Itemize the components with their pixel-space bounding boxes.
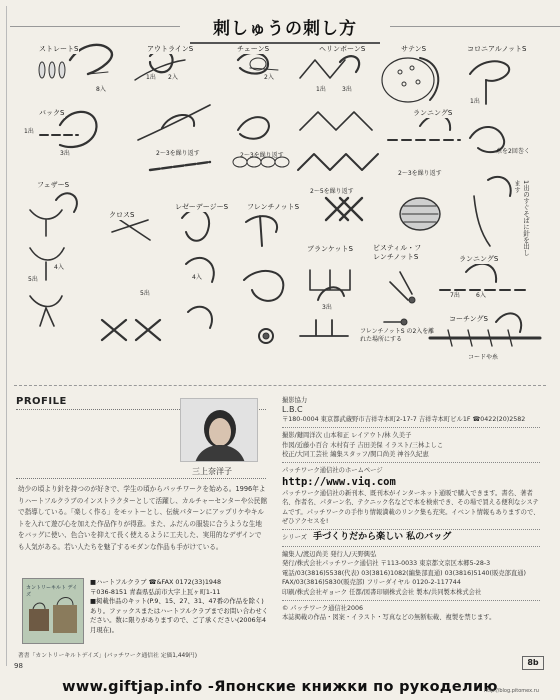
marker-1-out: 1出 [24, 128, 34, 135]
book-cover-title: カントリーキルト デイズ [26, 585, 78, 598]
herringbone-repeat-diagram [298, 112, 378, 170]
watermark-banner: www.giftjap.info -Японские книжки по рукоделию [0, 674, 560, 700]
credits-column [282, 396, 540, 623]
herringbone-stitch-diagram [300, 56, 359, 78]
marker-running-6: 6入 [476, 292, 486, 299]
author-photo [180, 398, 258, 462]
credit-staff-3: 校正/大同工芸社 編集スタッフ/関口尚美 神谷久紀恵 [282, 451, 429, 459]
marker-blanket-3: 3出 [322, 304, 332, 311]
satin-filled-diagram [400, 198, 440, 230]
colonial-knot-detail-diagram [474, 177, 511, 246]
credit-photo-address: 〒180-0004 東京都武蔵野市吉祥寺本町2-17-7 吉祥寺本町ビル1F ☎0422(20)2582 [282, 415, 526, 423]
stitch-label-lazy-daisy: レゼーデージーS [175, 203, 229, 211]
marker-chain-2: 2入 [264, 74, 274, 81]
credit-printer: 印刷/株式会社ギョーク 任都/図書印刷株式会社 製本/共同製本株式会社 [282, 588, 482, 596]
lazy-daisy-diagram [182, 209, 214, 328]
stitch-label-outline: アウトラインS [147, 45, 194, 53]
marker-running-7: 7出 [450, 292, 460, 299]
credit-publisher: 発行/株式会社パッチワーク通信社 〒113-0033 東京都文京区本郷5-28-3 [282, 560, 491, 568]
credit-editor: 編集人/渡辺尚美 発行人/天野興弘 [282, 550, 377, 558]
marker-feather-4: 4入 [54, 264, 64, 271]
credit-fax: FAX/03(3816)5830(販売部) フリーダイヤル 0120-2-117744 [282, 579, 461, 587]
stitch-label-colonial: コロニアルノットS [467, 45, 527, 53]
author-portrait-icon [181, 399, 258, 462]
book-cover [22, 578, 84, 644]
copyright: © パッチワーク通信社2006 [282, 604, 363, 612]
marker-8-in: 8入 [96, 86, 106, 93]
note-repeat-chain: 2〜3を繰り返す [240, 152, 284, 159]
note-repeat-herringbone: 2〜5を繰り返す [310, 188, 354, 195]
cross-stitch-diagram [102, 220, 160, 340]
stitch-label-running-2: ランニングS [459, 255, 499, 263]
stitch-label-feather: フェザーS [37, 181, 70, 189]
profile-heading: PROFILE [16, 396, 67, 407]
note-repeat-outline: 2〜3を繰り返す [156, 150, 200, 157]
contact-address: 〒036-8151 青森県弘前市大字上瓦ヶ町1-11 [90, 587, 221, 596]
stitch-label-pistil: ビスティル・フレンチノットS [372, 244, 424, 262]
chain-stitch-repeat-diagram [233, 117, 289, 167]
section-divider [14, 385, 546, 386]
stitch-label-chain: チェーンS [237, 45, 270, 53]
stitch-label-blanket: ブランケットS [307, 245, 353, 253]
running-stitch-diagram [388, 115, 460, 140]
contact-kit-note: ■掲載作品のキット(P.9、15、27、31、47番の作品を除く)あり。ファックスまたはハートフルクラブまでお問い合わせください。数に限りがありますので、ご了承ください(2006年4月現在)。 [90, 597, 269, 634]
page-title: 刺しゅうの刺し方 [213, 19, 357, 39]
note-cord: コードや糸 [468, 354, 499, 361]
chain-stitch-diagram [238, 53, 278, 74]
marker-colonial-1: 1出 [470, 98, 480, 105]
stitch-label-back: バックS [39, 109, 65, 117]
note-vertical: 1出のすぐそばに針を出します [513, 180, 530, 256]
stitch-label-satin: サテンS [401, 45, 427, 53]
marker-3-out: 3出 [60, 150, 70, 157]
marker-cross-5: 5出 [140, 290, 150, 297]
feather-stitch-diagram [30, 193, 77, 326]
corner-mark: 8b [522, 656, 544, 670]
author-bio: 幼少の頃より針を持つのが好きで、学生の頃からパッチワークを始める。1996年よりハートフルクラブのインストラクターとして活躍し、カルチャーセンターや公民館で指導している。「楽しく作る」をモットーとし、伝統パターンにアップリケやキルトを入れて遊び心を加えた作品作りが得意。また、ふだんの服装に合うような生地をバッグに使い、色合いを抑えて長く使えるように工夫した、実用的なデザインでも人気がある。若い人たちを魅了するモダンな作品も手がけている。 [18, 485, 268, 551]
stitch-label-couching: コーチングS [449, 315, 488, 323]
series-label: シリーズ [282, 534, 307, 542]
contact-club: ■ハートフルクラブ ☎&FAX 0172(33)1948 [90, 578, 222, 586]
marker-daisy-4: 4入 [192, 274, 202, 281]
credit-photo-company: L.B.C [282, 405, 303, 415]
copyright-note: 本誌掲載の作品・図案・イラスト・写真などの無断転載、複製を禁じます。 [282, 614, 496, 622]
colonial-knot-diagram [470, 61, 509, 152]
marker-outline-1: 1出 [146, 74, 156, 81]
marker-herring-3: 3出 [342, 86, 352, 93]
contact-info [90, 578, 270, 636]
satin-stitch-diagram [382, 58, 438, 102]
credit-photo-label: 撮影協力 [282, 397, 308, 404]
marker-feather-5: 5出 [28, 276, 38, 283]
running-stitch-row2-diagram [440, 264, 530, 290]
stitch-label-running: ランニングS [413, 109, 453, 117]
book-caption: 著書「カントリーキルトデイズ」(パッチワーク通信社 定価1,449円) [18, 653, 197, 659]
stitch-label-herringbone: ヘリンボーンS [319, 45, 366, 53]
series-title: 手づくりだから楽しい 私のバッグ [313, 532, 452, 543]
note-knot: 糸を2回巻く [496, 148, 530, 155]
stitch-label-french-knot: フレンチノットS [247, 203, 300, 211]
credit-staff-2: 作図/近藤小百合 木村有子 吉田美保 イラスト/三林よしこ [282, 441, 444, 449]
stitch-label-cross: クロスS [109, 211, 135, 219]
herringbone-cross-diagram [326, 198, 362, 220]
note-french: フレンチノットS の2入を離れた場所にする [360, 328, 435, 343]
credit-staff-1: 撮影/鍵岡洋次 山本和正 レイアウト/林 久美子 [282, 432, 412, 440]
page-number: 98 [14, 662, 23, 670]
watermark-small-url: http://blog.pitomex.ru [484, 688, 539, 694]
marker-outline-2: 2入 [168, 74, 178, 81]
author-name: 三上奈洋子 [192, 467, 232, 476]
note-repeat-running: 2〜3を繰り返す [398, 170, 442, 177]
stitch-label-straight: ストレートS [39, 45, 79, 53]
pistil-knot-diagram [384, 272, 415, 325]
marker-herring-1: 1出 [316, 86, 326, 93]
french-knot-diagram [244, 216, 283, 343]
web-url-link[interactable]: http://www.viq.com [282, 475, 396, 488]
outline-stitch-repeat-diagram [138, 105, 210, 170]
web-description: パッチワーク通信社の新刊本、既刊本がインターネット通販で購入できます。書名、著者名、作者名、パターン名、テクニック名などで本を検索でき、その場で買える便利なシステムです。パッチワークの手作り情報満載のリンク集も充実。イベント情報もありますので、ぜひアクセスを! [282, 489, 540, 526]
bags-photo-icon [23, 579, 84, 644]
credit-phone: 電話/03(3816)5538(代表) 03(3816)1082(編集部直通) 03(3816)5140(販売部直通) [282, 569, 526, 577]
web-label: パッチワーク通信社のホームページ [282, 467, 383, 475]
